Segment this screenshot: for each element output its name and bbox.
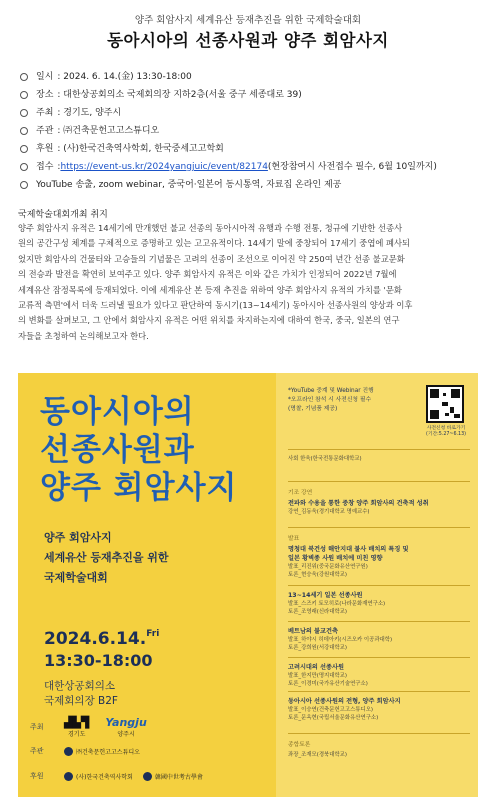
info-value: : (사)한국건축역사학회, 한국중세고고학회: [57, 144, 224, 154]
info-item-date: [18, 70, 488, 88]
poster-date-value: 2024.6.14.: [44, 629, 147, 649]
program-discussion: [288, 733, 470, 759]
yangju-logo: [105, 716, 146, 738]
program-line: 발표_이승연(건축문헌고고스튜디오): [288, 707, 374, 713]
circle-bullet-icon: [20, 73, 28, 81]
program-moderator: [288, 449, 470, 463]
yangju-name: 양주시: [117, 731, 135, 738]
program-line: 발표_리진위(중국문화유산연구원): [288, 564, 368, 570]
program-title: 명청대 북건성 해안지대 불사 배치의 특징 및: [288, 546, 409, 553]
program-title: 전파와 수용을 통한 중창 양주 회암사의 건축적 성취: [288, 500, 429, 507]
program-line: 강연_김동욱(경기대학교 명예교수): [288, 509, 370, 515]
poster-title-line: 양주 회암사지: [40, 470, 238, 506]
circle-bullet-icon: [20, 163, 28, 171]
info-item-sponsor: [18, 142, 488, 160]
gyeonggi-mark-icon: ▟▙▜: [64, 716, 90, 729]
circle-bullet-icon: [20, 109, 28, 117]
program-line: 발표_한지만(명지대학교): [288, 673, 347, 679]
paragraph-line: 의 전승과 발전을 확연히 보여주고 있다. 양주 회암사지 유적은 이와 같은 가치가 인정되어 2022년 7월에: [18, 269, 397, 280]
gyeonggi-logo: [64, 716, 89, 738]
poster-sponsor-row: [30, 771, 213, 781]
program-category: 발표: [288, 536, 300, 542]
info-value: : 2024. 6. 14.(金) 13:30-18:00: [57, 72, 192, 82]
sponsor1-logo: [64, 772, 133, 781]
info-value: : 경기도, 양주시: [57, 108, 122, 118]
program-title: 일본 황벽종 사원 배치에 미친 영향: [288, 555, 383, 562]
program-line: 사회 한욱(한국전통문화대학교): [288, 456, 362, 462]
host-label: 주최: [30, 723, 44, 731]
qr-caption-line: 사전신청 바로가기: [426, 426, 466, 431]
program-keynote: [288, 481, 470, 516]
poster-title: [40, 393, 237, 507]
organizer-mark-icon: [64, 747, 73, 756]
poster-time: 13:30-18:00: [44, 651, 153, 670]
poster-subtitle-line: 세계유산 등재추진을 위한: [44, 551, 169, 564]
program-talk-5: [288, 691, 470, 722]
paragraph-line: 원의 공간구성 체계를 구체적으로 증명하고 있는 고고유적이다. 14세기 말에 중창되어 17세기 중엽에 폐사되: [18, 238, 411, 249]
section-heading: 국제학술대회개최 취지: [18, 210, 108, 220]
note-line: *YouTube 중계 및 Webinar 진행: [288, 388, 374, 394]
circle-bullet-icon: [20, 127, 28, 135]
program-talk-3: [288, 621, 470, 652]
program-line: 토론_강희원(서강대학교): [288, 645, 347, 651]
sponsor-label: 후원: [30, 772, 44, 780]
poster-title-line: 동아시아의: [40, 394, 195, 430]
poster-title-line: 선종사원과: [40, 432, 195, 468]
paragraph-line: 교류적 측면'에서 더욱 드러낼 필요가 있다고 판단하여 동시기(13~14세기) 동아시아 선종사원의 양상과 이후: [18, 300, 413, 311]
info-key: 접수: [36, 162, 54, 172]
poster-venue-line: 대한상공회의소: [44, 680, 116, 692]
poster-venue: [44, 679, 118, 709]
sponsor2-logo: [143, 772, 203, 781]
program-line: 토론_현승욱(강원대학교): [288, 572, 347, 578]
info-item-registration: [18, 160, 488, 178]
paragraph-line: 의 변화를 살펴보고, 그 안에서 회암사지 유적은 어떤 위치를 차지하는지에 대하여 한국, 중국, 일본의 연구: [18, 315, 400, 326]
sponsor1-name: (사)한국건축역사학회: [76, 773, 133, 781]
info-item-organizer: [18, 124, 488, 142]
registration-note: (현장참여시 사전접수 필수, 6월 10일까지): [267, 162, 437, 172]
program-title: 베트남의 불교건축: [288, 628, 338, 635]
info-item-venue: [18, 88, 488, 106]
program-line: 좌장_조재모(경북대학교): [288, 752, 347, 758]
paragraph-line: 었지만 회암사의 건물터와 고승들의 기념물은 고려의 선종이 조선으로 이어진 약 250여 년간 선종 불교문화: [18, 253, 405, 264]
poster-date: [44, 629, 159, 649]
note-line: (명찰, 기념품 제공): [288, 406, 338, 412]
info-value: : ㈜건축문헌고고스튜디오: [57, 126, 160, 136]
poster-subtitle: [44, 528, 169, 588]
purpose-paragraph: [18, 221, 478, 344]
info-key: 후원: [36, 144, 54, 154]
poster-subtitle-line: 국제학술대회: [44, 571, 108, 584]
circle-bullet-icon: [20, 91, 28, 99]
circle-bullet-icon: [20, 181, 28, 189]
program-title: 13~14세기 일본 선종사원: [288, 592, 363, 599]
page-title: 동아시아의 선종사원과 양주 회암사지: [107, 31, 389, 50]
poster-host-row: [30, 716, 163, 738]
info-key: 주관: [36, 126, 54, 136]
poster-day: Fri: [146, 629, 160, 639]
program-talk-1: [288, 527, 470, 579]
info-value: YouTube 송출, zoom webinar, 중국어·일본어 동시통역, 자료집 온라인 제공: [36, 180, 342, 190]
program-category: 기조 강연: [288, 490, 313, 496]
info-key: 주최: [36, 108, 54, 118]
info-value: : 대한상공회의소 국제회의장 지하2층(서울 중구 세종대로 39): [57, 90, 302, 100]
info-item-streaming: [18, 178, 488, 196]
info-key: 장소: [36, 90, 54, 100]
note-line: *오프라인 참석 시 사전신청 필수: [288, 397, 372, 403]
registration-link[interactable]: https://event-us.kr/2024yangjuic/event/82174: [60, 162, 268, 172]
qr-caption-line: (기간:5.27~6.13): [425, 432, 466, 437]
program-line: 토론_이경미(국가유산기술연구소): [288, 681, 368, 687]
streaming-notes: [288, 387, 408, 414]
organizer-logo: [64, 747, 140, 756]
program-talk-2: [288, 585, 470, 616]
event-subtitle: 양주 회암사지 세계유산 등재추진을 위한 국제학술대회: [134, 15, 362, 26]
program-line: 토론_조영래(신라대학교): [288, 609, 347, 615]
program-talk-4: [288, 657, 470, 688]
poster-left-panel: [18, 373, 276, 797]
organizer-label: 주관: [30, 747, 44, 755]
program-line: 발표_스즈키 토모히로(나라문화재연구소): [288, 601, 386, 607]
qr-code-icon[interactable]: [426, 385, 464, 423]
paragraph-line: 양주 회암사지 유적은 14세기에 만개했던 불교 선종의 동아시아적 유행과 수행 전통, 청규에 기반한 선종사: [18, 223, 403, 233]
program-title: 고려시대의 선종사원: [288, 664, 344, 671]
program-title: 동아시아 선종사원의 전형, 양주 회암사지: [288, 698, 401, 705]
organizer-name: ㈜건축문헌고고스튜디오: [76, 748, 140, 756]
circle-bullet-icon: [20, 145, 28, 153]
sponsor1-mark-icon: [64, 772, 73, 781]
program-line: 발표_하야시 히데아키(시즈오카 이공과대학): [288, 637, 393, 643]
paragraph-line: 세계유산 잠정목록에 등재되었다. 이에 세계유산 본 등재 추진을 위하여 양주 회암사지 유적의 가치를 '문화: [18, 284, 402, 295]
event-poster: [18, 373, 478, 797]
poster-program-panel: [276, 373, 478, 797]
info-key: 일시: [36, 72, 54, 82]
poster-organizer-row: [30, 746, 150, 756]
poster-subtitle-line: 양주 회암사지: [44, 531, 112, 544]
paragraph-line: 자들을 초청하여 논의해보고자 한다.: [18, 330, 149, 341]
gyeonggi-name: 경기도: [68, 731, 86, 738]
yangju-mark: Yangju: [105, 716, 147, 729]
poster-venue-line: 국제회의장 B2F: [44, 695, 118, 707]
sponsor2-name: 韓國中世考古學會: [154, 773, 203, 781]
program-line: 토론_문옥현(국립서울문화유산연구소): [288, 715, 379, 721]
program-category: 종합토론: [288, 742, 311, 748]
sponsor2-mark-icon: [143, 772, 152, 781]
qr-caption: [420, 426, 472, 438]
event-info-list: [18, 70, 488, 196]
info-value: :: [57, 162, 61, 172]
info-item-host: [18, 106, 488, 124]
